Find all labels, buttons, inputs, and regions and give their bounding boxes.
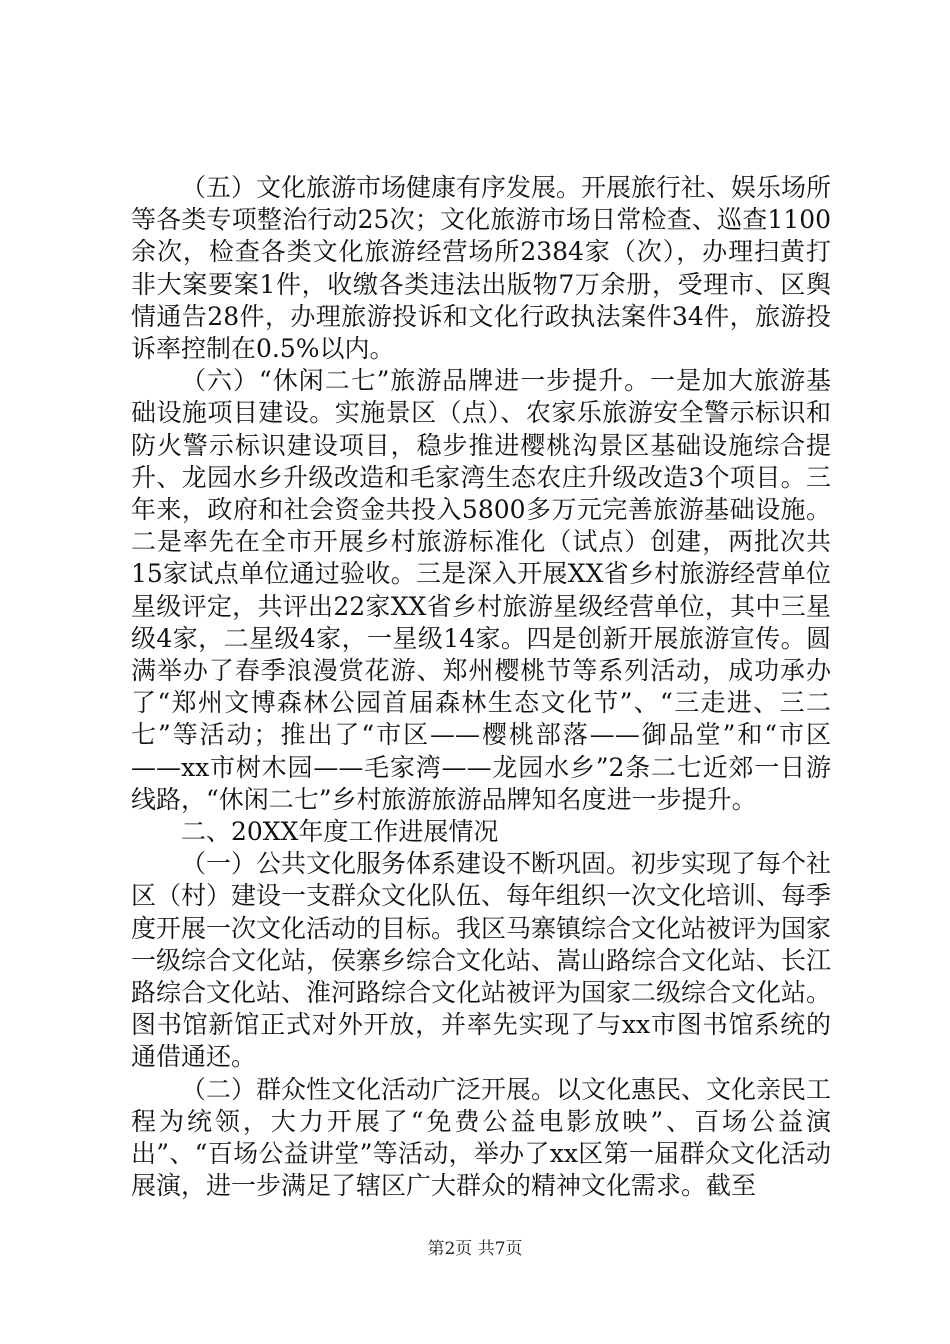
paragraph-public-culture: （一）公共文化服务体系建设不断巩固。初步实现了每个社区（村）建设一支群众文化队伍、每年组织一次文化培训、每季度开展一次文化活动的目标。我区马寨镇综合文化站被评为国家一级综合文化站，侯寨乡综合文化站、嵩山路综合文化站、长江路综合文化站、淮河路综合文化站被评为国家二级综合文化站。图书馆新馆正式对外开放，并率先实现了与xx市图书馆系统的通借通还。 <box>131 849 832 1072</box>
document-body <box>131 172 831 1203</box>
paragraph-market-development: （五）文化旅游市场健康有序发展。开展旅行社、娱乐场所等各类专项整治行动25次；文化旅游市场日常检查、巡查1100余次，检查各类文化旅游经营场所2384家（次），办理扫黄打非大案要案1件，收缴各类违法出版物7万余册，受理市、区舆情通告28件，办理旅游投诉和文化行政执法案件34件，旅游投诉率控制在0.5%以内。 <box>131 173 832 364</box>
paragraph-mass-activities: （二）群众性文化活动广泛开展。以文化惠民、文化亲民工程为统领，大力开展了“免费公益电影放映”、百场公益演出”、“百场公益讲堂”等活动，举办了xx区第一届群众文化活动展演，进一步满足了辖区广大群众的精神文化需求。截至 <box>131 1074 832 1201</box>
page-number-footer: 第2页 共7页 <box>427 1239 523 1259</box>
paragraph-tourism-brand: （六）“休闲二七”旅游品牌进一步提升。一是加大旅游基础设施项目建设。实施景区（点）、农家乐旅游安全警示标识和防火警示标识建设项目，稳步推进樱桃沟景区基础设施综合提升、龙园水乡升级改造和毛家湾生态农庄升级改造3个项目。三年来，政府和社会资金共投入5800多万元完善旅游基础设施。二是率先在全市开展乡村旅游标准化（试点）创建，两批次共15家试点单位通过验收。三是深入开展XX省乡村旅游经营单位星级评定，共评出22家XX省乡村旅游星级经营单位，其中三星级4家，二星级4家，一星级14家。四是创新开展旅游宣传。圆满举办了春季浪漫赏花游、郑州樱桃节等系列活动，成功承办了“郑州文博森林公园首届森林生态文化节”、“三走进、三二七”等活动；推出了“市区——樱桃部落——御品堂”和“市区——xx市树木园——毛家湾——龙园水乡”2条二七近郊一日游线路，“休闲二七”乡村旅游旅游品牌知名度进一步提升。 <box>131 366 831 814</box>
section-heading-progress: 二、20XX年度工作进展情况 <box>181 817 499 847</box>
